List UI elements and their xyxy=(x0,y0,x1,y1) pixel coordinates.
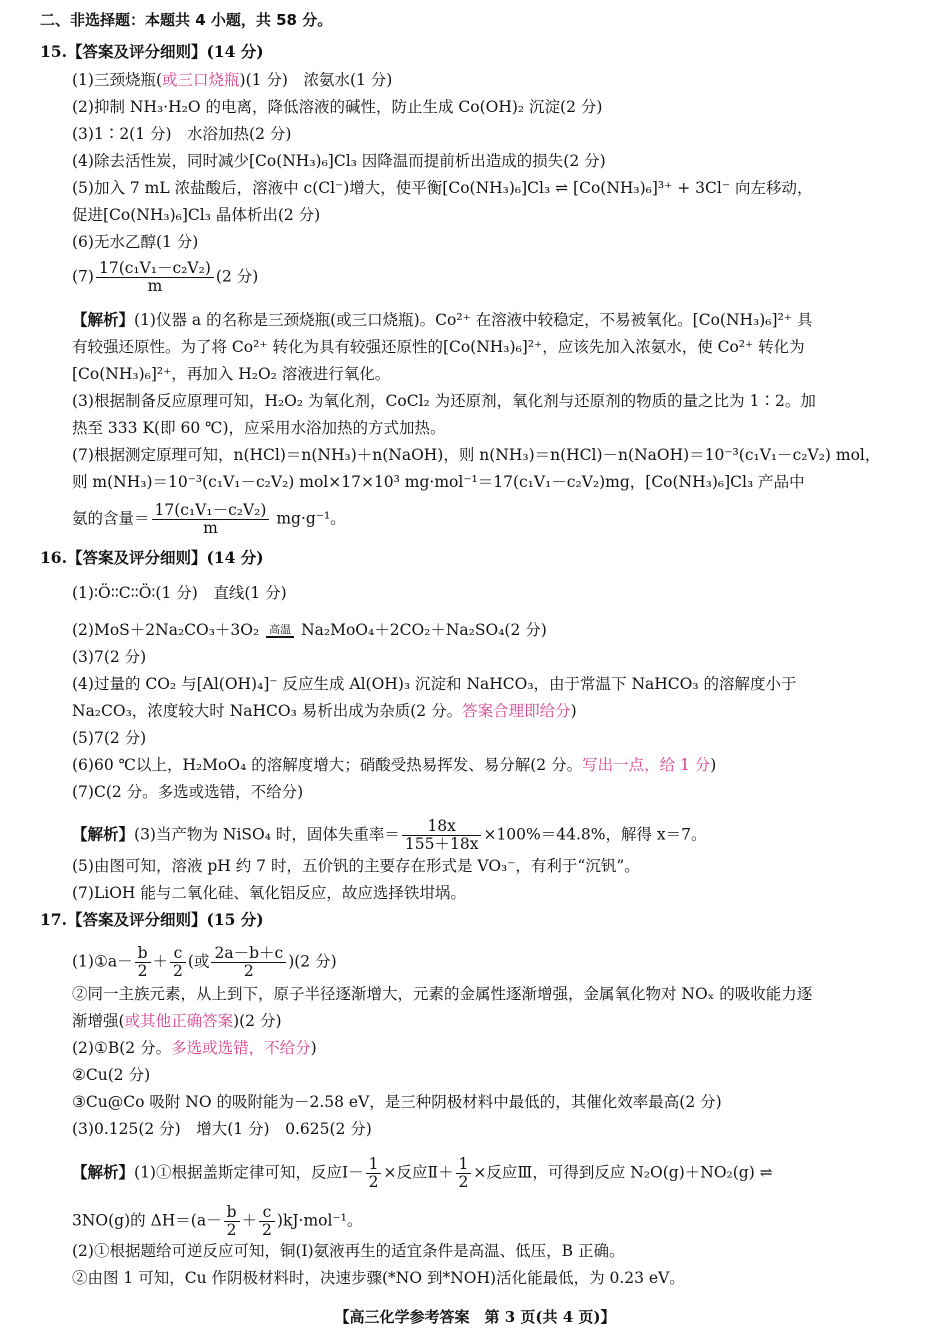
q15-answer-5-line2: 促进[Co(NH₃)₆]Cl₃ 晶体析出(2 分) xyxy=(72,206,321,224)
q16-explanation-3: 【解析】(3)当产物为 NiSO₄ 时，固体失重率＝ $\frac{18x}{155+18x}$ ×100%＝44.8%，解得 x＝7。 xyxy=(72,817,707,853)
q15-answer-5-line1: (5)加入 7 mL 浓盐酸后，溶液中 c(Cl⁻)增大，使平衡[Co(NH₃)₆]Cl₃ ⇌ [Co(NH₃)₆]³⁺ + 3Cl⁻ 向左移动， xyxy=(72,179,813,197)
section-header: 二、非选择题：本题共 4 小题，共 58 分。 xyxy=(40,11,333,29)
q15-answer-3: (3)1∶2(1 分) 水浴加热(2 分) xyxy=(72,125,292,143)
q15-explanation-3-line2: 热至 333 K(即 60 ℃)，应采用水浴加热的方式加热。 xyxy=(72,419,446,437)
q17-explanation-2-1: (2)①根据题给可逆反应可知，铜(Ⅰ)氨液再生的适宜条件是高温、低压，B 正确。 xyxy=(72,1242,625,1260)
q15-explanation-7-fraction: $\frac{\text{17(c₁V₁－c₂V₂)}}{m}$ xyxy=(152,502,270,537)
q16-weight-loss-fraction: $\frac{18x}{155+18x}$ xyxy=(402,818,482,853)
q15-answer-1-alt: 或三口烧瓶 xyxy=(162,71,240,89)
q16-answer-6: (6)60 ℃以上，H₂MoO₄ 的溶解度增大；硝酸受热易挥发、易分解(2 分。写出一点，给 1 分) xyxy=(72,756,717,774)
q17-answer-2-3: ③Cu@Co 吸附 NO 的吸附能为－2.58 eV，是三种阴极材料中最低的，其催化效率最高(2 分) xyxy=(72,1093,722,1111)
q17-answer-3: (3)0.125(2 分) 增大(1 分) 0.625(2 分) xyxy=(72,1120,372,1138)
q15-explanation-7-line3: 氨的含量＝ $\frac{\text{17(c₁V₁－c₂V₂)}}{m}$ mg·g⁻¹。 xyxy=(72,501,346,537)
q16-reaction-arrow: 高温 xyxy=(266,624,294,639)
q16-answer-7: (7)C(2 分。多选或选错，不给分) xyxy=(72,783,304,801)
q16-answer-4-line1: (4)过量的 CO₂ 与[Al(OH)₄]⁻ 反应生成 Al(OH)₃ 沉淀和 NaHCO₃，由于常温下 NaHCO₃ 的溶解度小于 xyxy=(72,675,797,693)
q17-answer-1-2-line1: ②同一主族元素，从上到下，原子半径逐渐增大，元素的金属性逐渐增强，金属氧化物对 NOₓ 的吸收能力逐 xyxy=(72,985,813,1003)
q15-answer-1: (1)三颈烧瓶(或三口烧瓶)(1 分) 浓氨水(1 分) xyxy=(72,71,393,89)
q16-explanation-5: (5)由图可知，溶液 pH 约 7 时，五价钒的主要存在形式是 VO₃⁻，有利于“沉钒”。 xyxy=(72,857,640,875)
q15-answer-2: (2)抑制 NH₃·H₂O 的电离，降低溶液的碱性，防止生成 Co(OH)₂ 沉淀(2 分) xyxy=(72,98,603,116)
q16-answer-4-line2: Na₂CO₃，浓度较大时 NaHCO₃ 易析出成为杂质(2 分。答案合理即给分) xyxy=(72,702,577,720)
q15-answer-4: (4)除去活性炭，同时减少[Co(NH₃)₆]Cl₃ 因降温而提前析出造成的损失(2 分) xyxy=(72,152,606,170)
q15-explanation-1-line1: 【解析】(1)仪器 a 的名称是三颈烧瓶(或三口烧瓶)。Co²⁺ 在溶液中较稳定，不易被氧化。[Co(NH₃)₆]²⁺ 具 xyxy=(72,310,813,329)
q17-answer-2-2: ②Cu(2 分) xyxy=(72,1066,151,1084)
q16-answer-5: (5)7(2 分) xyxy=(72,729,147,747)
q15-explanation-1-line2: 有较强还原性。为了将 Co²⁺ 转化为具有较强还原性的[Co(NH₃)₆]²⁺，应该先加入浓氨水，使 Co²⁺ 转化为 xyxy=(72,338,805,356)
q17-title: 17.【答案及评分细则】(15 分) xyxy=(40,910,264,929)
q15-explanation-7-line2: 则 m(NH₃)＝10⁻³(c₁V₁－c₂V₂) mol×17×10³ mg·mol⁻¹＝17(c₁V₁－c₂V₂)mg，[Co(NH₃)₆]Cl₃ 产品中 xyxy=(72,473,805,491)
page-footer: 【高三化学参考答案 第 3 页(共 4 页)】 xyxy=(334,1308,616,1326)
q16-title: 16.【答案及评分细则】(14 分) xyxy=(40,548,264,567)
q17-explanation-2-2: ②由图 1 可知，Cu 作阴极材料时，决速步骤(*NO 到*NOH)活化能最低，为 0.23 eV。 xyxy=(72,1269,685,1287)
q16-explanation-7: (7)LiOH 能与二氧化硅、氧化铝反应，故应选择铁坩埚。 xyxy=(72,884,466,902)
q15-explanation-1-line3: [Co(NH₃)₆]²⁺，再加入 H₂O₂ 溶液进行氧化。 xyxy=(72,365,391,383)
q17-answer-1-1: (1)①a－ $\frac{b}{2}$ ＋ $\frac{c}{2}$ (或 $\frac{2a-b+c}{2}$ )(2 分) xyxy=(72,944,337,980)
q16-answer-3: (3)7(2 分) xyxy=(72,648,147,666)
q15-explanation-3-line1: (3)根据制备反应原理可知，H₂O₂ 为氧化剂，CoCl₂ 为还原剂，氧化剂与还原剂的物质的量之比为 1∶2。加 xyxy=(72,392,816,410)
q17-explanation-1-line1: 【解析】(1)①根据盖斯定律可知，反应Ⅰ－ $\frac{1}{2}$ ×反应Ⅱ＋ $\frac{1}{2}$ ×反应Ⅲ，可得到反应 N₂O(g)＋NO₂(g) ⇌ xyxy=(72,1155,773,1191)
q15-answer-7-fraction: $\frac{\text{17(c₁V₁－c₂V₂)}}{m}$ xyxy=(96,260,214,295)
q15-answer-7: (7) $\frac{\text{17(c₁V₁－c₂V₂)}}{m}$ (2 分) xyxy=(72,259,259,295)
q17-answer-2-1: (2)①B(2 分。多选或选错，不给分) xyxy=(72,1039,317,1057)
q16-answer-1: (1)∶Ö∶∶C∶∶Ö∶(1 分) 直线(1 分) xyxy=(72,584,287,602)
q16-answer-2: (2)MoS＋2Na₂CO₃＋3O₂ 高温 Na₂MoO₄＋2CO₂＋Na₂SO₄(2 分) xyxy=(72,621,547,639)
q17-explanation-1-line2: 3NO(g)的 ΔH＝(a－ $\frac{b}{2}$ ＋ $\frac{c}{2}$ )kJ·mol⁻¹。 xyxy=(72,1203,363,1239)
q17-answer-1-2-line2: 渐增强(或其他正确答案)(2 分) xyxy=(72,1012,282,1030)
q15-explanation-7-line1: (7)根据测定原理可知，n(HCl)＝n(NH₃)＋n(NaOH)，则 n(NH₃)＝n(HCl)－n(NaOH)＝10⁻³(c₁V₁－c₂V₂) mol， xyxy=(72,446,881,464)
q15-title: 15.【答案及评分细则】(14 分) xyxy=(40,42,264,61)
q15-answer-6: (6)无水乙醇(1 分) xyxy=(72,233,199,251)
